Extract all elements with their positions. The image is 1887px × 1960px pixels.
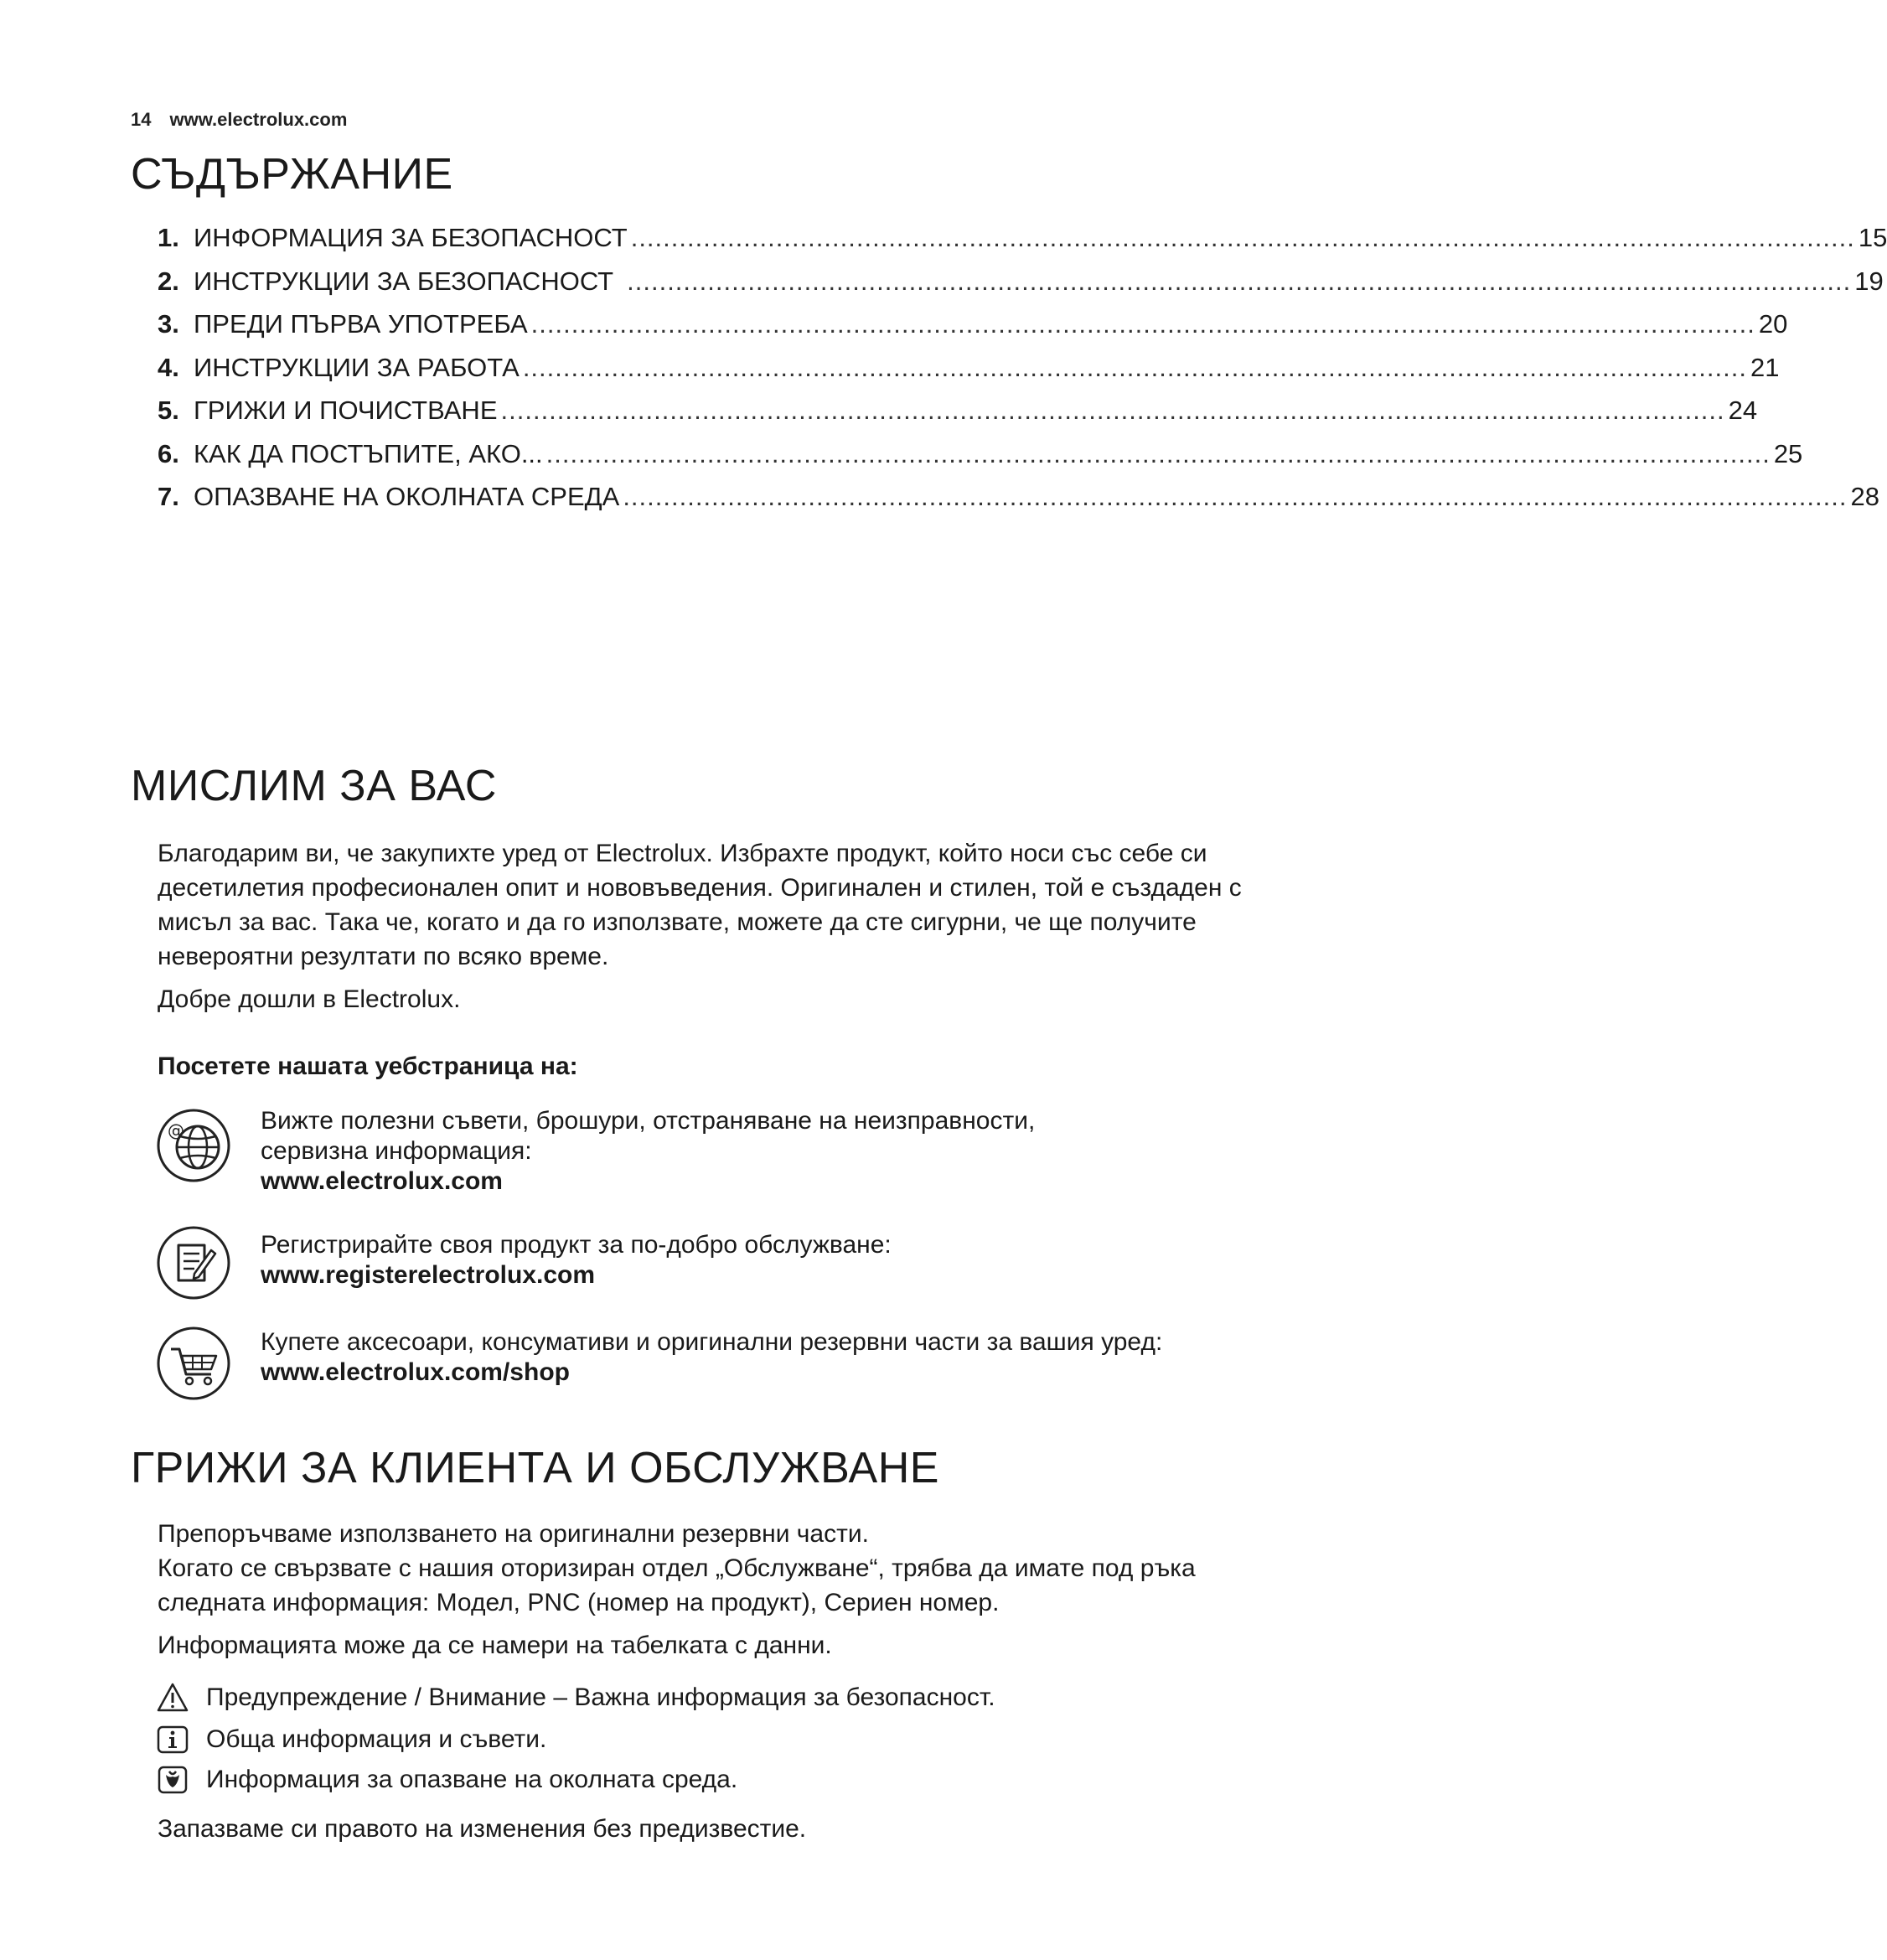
toc-item-page: 15 — [1858, 223, 1887, 252]
toc-item[interactable] — [158, 352, 1780, 396]
toc-item-page: 21 — [1750, 352, 1780, 382]
globe-icon — [156, 1108, 231, 1183]
toc-title: СЪДЪРЖАНИЕ — [131, 150, 453, 199]
link-row-support — [156, 1107, 1312, 1195]
toc-item-number: 2. — [158, 266, 179, 296]
shop-url-link[interactable]: www.electrolux.com/shop — [261, 1358, 570, 1386]
shopping-cart-icon — [156, 1326, 231, 1401]
toc-item-page: 28 — [1850, 482, 1879, 511]
visit-website-label: Посетете нашата уебстраница на: — [158, 1052, 578, 1080]
spare-parts-text: Препоръчваме използването на оригинални резервни части. — [158, 1520, 869, 1548]
toc-item[interactable] — [158, 309, 1788, 353]
toc-item-number: 3. — [158, 309, 179, 339]
support-url-link[interactable]: www.electrolux.com — [261, 1167, 503, 1195]
toc-item-title: КАК ДА ПОСТЪПИТЕ, АКО... — [194, 438, 543, 468]
page-number: 14 — [131, 109, 152, 130]
support-link-text — [261, 1106, 1035, 1197]
rating-plate-text: Информацията може да се намери на табелката с данни. — [158, 1632, 832, 1659]
toc-item-title: ПРЕДИ ПЪРВА УПОТРЕБА — [194, 309, 528, 339]
toc-leader-dots: ........................................................................................................................................................ — [545, 438, 1771, 468]
register-form-icon — [156, 1225, 231, 1301]
page-header — [131, 109, 347, 131]
symbol-row-environment — [156, 1763, 737, 1797]
thinking-of-you-title: МИСЛИМ ЗА ВАС — [131, 762, 497, 810]
toc-leader-dots: ........................................................................................................................................................ — [630, 223, 1855, 252]
warning-triangle-icon — [156, 1681, 189, 1714]
toc-leader-dots: ........................................................................................................................................................ — [623, 482, 1848, 511]
toc-leader-dots: ........................................................................................................................................................ — [627, 266, 1852, 296]
support-description-line1: Вижте полезни съвети, брошури, отстраняване на неизправности, — [261, 1107, 1036, 1135]
toc-item-number: 6. — [158, 438, 179, 468]
link-row-shop — [156, 1326, 1312, 1409]
toc-item-title: ИНФОРМАЦИЯ ЗА БЕЗОПАСНОСТ — [194, 223, 628, 252]
toc-item-page: 20 — [1758, 309, 1788, 339]
toc-leader-dots: ........................................................................................................................................................ — [522, 352, 1747, 382]
link-row-register — [156, 1225, 1312, 1309]
info-text: Обща информация и съвети. — [206, 1725, 547, 1753]
toc-item[interactable] — [158, 266, 1884, 310]
customer-care-title: ГРИЖИ ЗА КЛИЕНТА И ОБСЛУЖВАНЕ — [131, 1444, 939, 1492]
toc-item-title: ИНСТРУКЦИИ ЗА БЕЗОПАСНОСТ — [194, 266, 614, 296]
register-link-text — [261, 1230, 892, 1290]
environment-leaf-icon — [156, 1763, 189, 1797]
toc-item-page: 24 — [1728, 396, 1758, 425]
toc-item[interactable] — [158, 223, 1887, 266]
toc-item-title: ОПАЗВАНЕ НА ОКОЛНАТА СРЕДА — [194, 482, 620, 511]
environment-text: Информация за опазване на околната среда. — [206, 1766, 738, 1793]
toc-item[interactable] — [158, 438, 1803, 483]
header-website-link[interactable]: www.electrolux.com — [169, 109, 348, 130]
service-contact-text: Когато се свързвате с нашия оторизиран отдел „Обслужване“, трябва да имате под ръка следната информация: Модел, PNC (номер на продукт), Сериен номер. — [158, 1554, 1196, 1616]
toc-item-page: 19 — [1854, 266, 1884, 296]
info-icon — [156, 1723, 189, 1756]
toc-item-title: ГРИЖИ И ПОЧИСТВАНЕ — [194, 396, 498, 425]
register-url-link[interactable]: www.registerelectrolux.com — [261, 1261, 596, 1289]
toc-item-number: 1. — [158, 223, 179, 252]
register-description: Регистрирайте своя продукт за по-добро обслужване: — [261, 1231, 892, 1259]
reserve-rights-text: Запазваме си правото на изменения без предизвестие. — [158, 1815, 807, 1843]
support-description-line2: сервизна информация: — [261, 1137, 532, 1165]
toc-item[interactable] — [158, 396, 1758, 439]
toc-item-page: 25 — [1773, 438, 1803, 468]
toc-item-number: 5. — [158, 396, 179, 425]
toc-item-number: 4. — [158, 352, 179, 382]
warning-text: Предупреждение / Внимание – Важна информация за безопасност. — [206, 1683, 995, 1711]
shop-description: Купете аксесоари, консумативи и оригинални резервни части за вашия уред: — [261, 1328, 1163, 1356]
toc-leader-dots: ........................................................................................................................................................ — [500, 396, 1725, 425]
symbol-row-info — [156, 1723, 546, 1756]
welcome-text: Добре дошли в Electrolux. — [158, 985, 461, 1013]
table-of-contents — [158, 223, 1887, 525]
symbol-row-warning — [156, 1681, 995, 1714]
toc-item-title: ИНСТРУКЦИИ ЗА РАБОТА — [194, 352, 520, 382]
toc-item-number: 7. — [158, 482, 179, 511]
svg-text:@: @ — [168, 1120, 184, 1140]
toc-item[interactable] — [158, 482, 1879, 525]
shop-link-text — [261, 1327, 1162, 1388]
intro-paragraph: Благодарим ви, че закупихте уред от Electrolux. Избрахте продукт, който носи със себе си десетилетия професионален опит и нововъведения. Оригинален и стилен, той е създаден с мисъл за вас. Така че, когато и да го използвате, можете да сте сигурни, че ще получите невероятни резултати по всяко време. — [158, 840, 1242, 970]
toc-leader-dots: ........................................................................................................................................................ — [530, 309, 1755, 339]
